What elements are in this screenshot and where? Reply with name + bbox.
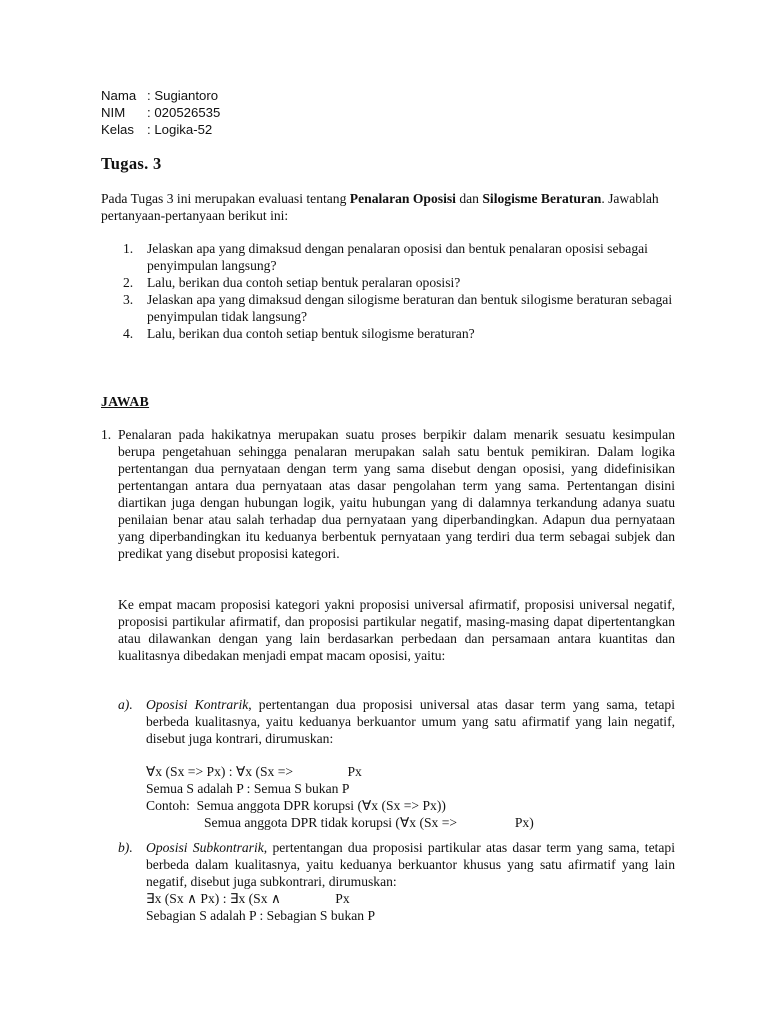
question-number: 1. (123, 241, 134, 256)
subpoint-a-marker: a). (118, 697, 133, 712)
subpoint-a (118, 696, 675, 831)
nim-value: : 020526535 (147, 105, 221, 120)
question-number: 3. (123, 292, 134, 307)
intro-bold-silogisme: Silogisme Beraturan (482, 191, 602, 206)
identity-block (101, 87, 220, 138)
question-list (101, 240, 676, 342)
question-text: Jelaskan apa yang dimaksud dengan penalaran oposisi dan bentuk penalaran oposisi sebagai penyimpulan langsung? (147, 241, 648, 273)
answer-paragraph-2: Ke empat macam proposisi kategori yakni proposisi universal afirmatif, proposisi universal negatif, proposisi partikular afirmatif, dan proposisi partikular negatif, masing-masing dapat dipertentangkan atau dilawankan dengan yang lain berdasarkan perbedaan dan persamaan antara kuantitas dan kualitasnya dibedakan menjadi empat macam oposisi, yaitu: (118, 597, 675, 663)
subpoint-a-contoh-1: Contoh: Semua anggota DPR korupsi (∀x (Sx => Px)) (146, 798, 446, 813)
subpoint-a-term: Oposisi Kontrarik (146, 697, 249, 712)
nama-value: : Sugiantoro (147, 88, 219, 103)
jawab-heading: JAWAB (101, 394, 150, 409)
subpoint-b (118, 839, 675, 924)
subpoint-b-text: , pertentangan dua proposisi partikular atas dasar term yang sama, tetapi berbeda dalam kualitasnya, yaitu keduanya berkuantor khusus yang satu afirmatif yang lain negatif, disebut juga subkontrari, dirumuskan: (146, 840, 675, 889)
question-text: Jelaskan apa yang dimaksud dengan silogisme beraturan dan bentuk silogisme beraturan sebagai penyimpulan tidak langsung? (147, 292, 673, 324)
identity-kelas-row (101, 121, 220, 138)
intro-text-2: dan (455, 191, 483, 206)
intro-bold-penalaran: Penalaran Oposisi (349, 191, 456, 206)
subpoint-b-marker: b). (118, 840, 133, 855)
intro-text-1: Pada Tugas 3 ini merupakan evaluasi tentang (101, 191, 350, 206)
question-item (101, 291, 676, 325)
assignment-title: Tugas. 3 (101, 154, 162, 173)
subpoint-a-contoh-2: Semua anggota DPR tidak korupsi (∀x (Sx => Px) (204, 815, 534, 830)
question-item (101, 325, 676, 342)
subpoint-b-formula: ∃x (Sx ∧ Px) : ∃x (Sx ∧ Px (146, 891, 350, 906)
subpoint-b-term: Oposisi Subkontrarik (146, 840, 264, 855)
kelas-label: Kelas (101, 122, 134, 137)
subpoint-a-text: , pertentangan dua proposisi universal atas dasar term yang sama, tetapi berbeda kualitasnya, yaitu keduanya berkuantor umum yang satu afirmatif yang lain negatif, disebut juga kontrari, dirumuskan: (146, 697, 676, 746)
subpoint-a-semua: Semua S adalah P : Semua S bukan P (146, 781, 350, 796)
intro-paragraph (101, 190, 676, 224)
identity-nama-row (101, 87, 220, 104)
identity-nim-row (101, 104, 220, 121)
subpoint-b-body (146, 839, 675, 890)
intro-text-3: . Jawablah pertanyaan-pertanyaan berikut ini: (101, 191, 659, 223)
subpoint-a-body (146, 696, 675, 747)
question-text: Lalu, berikan dua contoh setiap bentuk silogisme beraturan? (147, 326, 475, 341)
question-item (101, 274, 676, 291)
subpoint-b-sebagian: Sebagian S adalah P : Sebagian S bukan P (146, 908, 376, 923)
answer-number: 1. (101, 427, 112, 442)
question-item (101, 240, 676, 274)
nama-label: Nama (101, 88, 137, 103)
kelas-value: : Logika-52 (147, 122, 213, 137)
nim-label: NIM (101, 105, 126, 120)
question-number: 2. (123, 275, 134, 290)
question-text: Lalu, berikan dua contoh setiap bentuk peralaran oposisi? (147, 275, 461, 290)
question-number: 4. (123, 326, 134, 341)
answer-paragraph-1: Penalaran pada hakikatnya merupakan suatu proses berpikir dalam menarik sesuatu kesimpulan berupa pengetahuan sehingga penalaran merupakan salah satu bentuk pemikiran. Dalam logika pertentangan dua pernyataan dengan term yang sama disebut dengan oposisi, yang didefinisikan pertentangan antara dua pernyataan atas dasar pengolahan term yang sama. Pertentangan disini diartikan juga dengan hubungan logik, yaitu hubungan yang di dalamnya terkandung adanya suatu penilaian benar atau salah terhadap dua pernyataan yang diperbandingkan. Adapun dua pernyataan yang diperbandingkan itu keduanya berbentuk pernyataan yang terdiri dua term sebagai subjek dan predikat yang disebut proposisi kategori. (118, 427, 675, 561)
subpoint-a-formula: ∀x (Sx => Px) : ∀x (Sx => Px (146, 764, 362, 779)
